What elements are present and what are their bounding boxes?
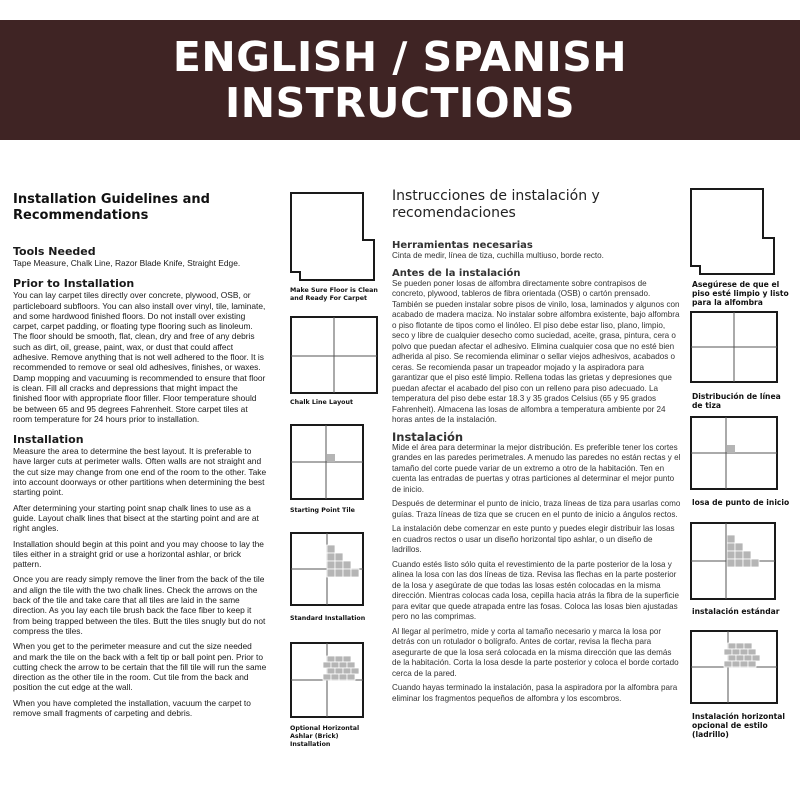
figure-starting-tile — [690, 416, 778, 490]
figure-caption: Chalk Line Layout — [290, 399, 353, 406]
english-paragraph: After determining your starting point snap chalk lines to use as a guide. Layout chalk lines that bisect at the starting point and are at right angles. — [13, 502, 259, 534]
figure-caption: instalación estándar — [692, 607, 780, 616]
standard-install-diagram — [690, 522, 776, 600]
spanish-paragraph: Mide el área para determinar la mejor distribución. Es preferible tener los cortes grandes en las paredes perimetrales. A menudo las paredes no están rectas y el tamaño del corte puede variar de un extremo a otro de la habitación. Ten en cuenta las entradas de puertas y otras particiones al determinar el mejor punto de inicio. — [392, 442, 681, 494]
clean-floor-diagram — [690, 188, 776, 276]
figure-clean-floor — [290, 192, 376, 282]
banner-line-1: ENGLISH / SPANISH — [172, 33, 628, 81]
spanish-paragraph: La instalación debe comenzar en este punto y puedes elegir distribuir las losas en cuadros rectos o usar un diseño horizontal tipo ashlar, o un diseño de ladrillos. — [392, 524, 675, 554]
english-tools-text: Tape Measure, Chalk Line, Razor Blade Knife, Straight Edge. — [13, 258, 241, 268]
spanish-paragraph: Cuando estés listo sólo quita el revestimiento de la parte posterior de la losa y alinea la losa con las dos líneas de tiza. Revisa las flechas en la parte posterior de la losa y asegúrate de que todas las losas estén colocadas en la misma dirección. Mientras colocas cada losa, cepilla hacia atrás la fibra de la superficie para evitar que quede atrapada entre las fosas. Coloca las losas bien ajustadas pero no las comprimas. — [392, 559, 680, 621]
english-paragraph: Measure the area to determine the best layout. It is preferable to have larger cuts at perimeter walls. Often walls are not straight and the cut size may change from one end of the room to the other. Take into account doorways or other partitions when determining the best starting point. — [13, 446, 267, 498]
figure-ashlar-install — [290, 642, 364, 718]
spanish-tools-text: Cinta de medir, línea de tiza, cuchilla multiuso, borde recto. — [392, 251, 604, 260]
english-title: Installation Guidelines and Recommendations — [13, 192, 210, 223]
ashlar-install-diagram — [690, 630, 778, 704]
figure-caption: Instalación horizontal opcional de estilo (ladrillo) — [692, 712, 785, 739]
spanish-paragraph: Al llegar al perímetro, mide y corta al tamaño necesario y marca la losa por detrás con un rotulador o bolígrafo. Antes de cortar, revisa la flecha para asegurarte de que la losa será colocada en la misma dirección que las demás de la habitación. Corta la losa desde la parte posterior y coloca el borde cortado cerca de la pared. — [392, 626, 679, 678]
starting-tile-diagram — [290, 424, 364, 500]
chalk-line-diagram — [690, 311, 778, 383]
english-tools-heading: Tools Needed — [13, 245, 96, 258]
figure-chalk-line — [690, 311, 778, 383]
title-banner — [0, 20, 800, 140]
figure-standard-install — [690, 522, 776, 600]
figure-ashlar-install — [690, 630, 778, 704]
chalk-line-diagram — [290, 316, 378, 394]
figure-clean-floor — [690, 188, 776, 276]
figure-caption: Asegúrese de que el piso esté limpio y listo para la alfombra — [692, 280, 789, 307]
figure-chalk-line — [290, 316, 378, 394]
clean-floor-diagram — [290, 192, 376, 282]
spanish-paragraph: Después de determinar el punto de inicio, traza líneas de tiza para usarlas como guías. Traza líneas de tiza que se crucen en el punto de inicio a ángulos rectos. — [392, 499, 681, 519]
spanish-prior-text: Se pueden poner losas de alfombra directamente sobre contrapisos de concreto, plywood, tableros de fibra orientada (OSB) o cartón prensado. También se pueden instalar sobre pisos de vinilo, losa, laminados y algunos con acabado de madera maciza. No instalar sobre alfombra existente, bajo alfombra o piso flotante de tipos como el linóleo. El piso debe estar liso, plano, limpio, seco y libre de cualquier desecho como suciedad, aceite, grasa, pintura, cera o polvo que puedan afectar el adhesivo. Elimina cualquier cosa que no esté bien adherida al piso. Se recomienda eliminar o sellar viejos adhesivos, acabados o ceras. Se recomienda pasar un trapeador mojado y la aspiradora para garantizar que el piso esté limpio. Rellena todas las grietas y depresiones que puedan afectar el acabado del piso con un relleno para piso adecuado. La temperatura del piso debe estar 18.3 y 35 grados Celsius (65 y 95 grados Fahrenheit). Almacena las losas de alfombra a temperatura ambiente por 24 horas antes de la instalación. — [392, 278, 680, 424]
figure-caption: Make Sure Floor is Clean and Ready For Carpet — [290, 287, 378, 302]
english-prior-text: You can lay carpet tiles directly over concrete, plywood, OSB, or particleboard subfloors. You can also install over vinyl, tile, laminate, and some hardwood finished floors. Do not install over existing carpet, carpet padding, or floating type flooring such as linoleum. The floor should be smooth, flat, clean, dry and free of any debris such as dirt, oil, grease, paint, wax, or dust that could affect adhesive. Remove anything that is not well adhered to the floor. It is recommended to remove or seal old adhesives, finishes, or waxes. Damp mopping and vacuuming is recommended to ensure that floor is clean. Fill all cracks and depressions that might impact the finished floor with appropriate floor filler. Floor temperature should be between 65 and 95 degrees Fahrenheit. Store carpet tiles at room temperature for 24 hours prior to installation. — [13, 290, 266, 424]
spanish-title: Instrucciones de instalación y recomendaciones — [392, 188, 600, 221]
spanish-paragraph: Cuando hayas terminado la instalación, pasa la aspiradora por la alfombra para eliminar los fragmentos pequeños de alfombra y los escombros. — [392, 683, 678, 703]
ashlar-install-diagram — [290, 642, 364, 718]
spanish-column — [392, 188, 682, 708]
spanish-install-heading: Instalación — [392, 429, 464, 444]
figure-caption: Starting Point Tile — [290, 507, 355, 514]
english-paragraph: Once you are ready simply remove the liner from the back of the tile and align the tile with the two chalk lines. Check the arrows on the back of the tile and take care that all tiles are laid in the same direction. As you lay each tile brush back the face fiber to keep it from being trapped between the tiles. Butt the tiles snugly but do not compress the tiles. — [13, 574, 266, 636]
english-column — [13, 192, 268, 723]
english-paragraph: When you have completed the installation, vacuum the carpet to remove small fragments of carpeting and debris. — [13, 697, 251, 718]
figure-caption: Standard Installation — [290, 615, 366, 622]
english-install-heading: Installation — [13, 433, 84, 447]
figure-starting-tile — [290, 424, 364, 500]
starting-tile-diagram — [690, 416, 778, 490]
figure-caption: Optional Horizontal Ashlar (Brick) Installation — [290, 725, 360, 748]
english-paragraph: When you get to the perimeter measure and cut the size needed and mark the tile on the back with a felt tip or ball point pen. Prior to cutting check the arrow to be certain that the fill tile will run the same direction as the other tile in the room. Cut tile from the back and position the cut edge at the wall. — [13, 641, 267, 693]
english-prior-heading: Prior to Installation — [13, 277, 135, 291]
banner-line-2: INSTRUCTIONS — [225, 79, 575, 127]
figure-caption: losa de punto de inicio — [692, 498, 790, 507]
figure-standard-install — [290, 532, 364, 606]
english-paragraph: Installation should begin at this point and you may choose to lay the tiles either in a straight grid or use a horizontal ashlar, or brick pattern. — [13, 538, 264, 570]
standard-install-diagram — [290, 532, 364, 606]
figure-caption: Distribución de línea de tiza — [692, 392, 781, 410]
spanish-tools-heading: Herramientas necesarias — [392, 240, 533, 251]
spanish-prior-heading: Antes de la instalación — [392, 267, 521, 279]
